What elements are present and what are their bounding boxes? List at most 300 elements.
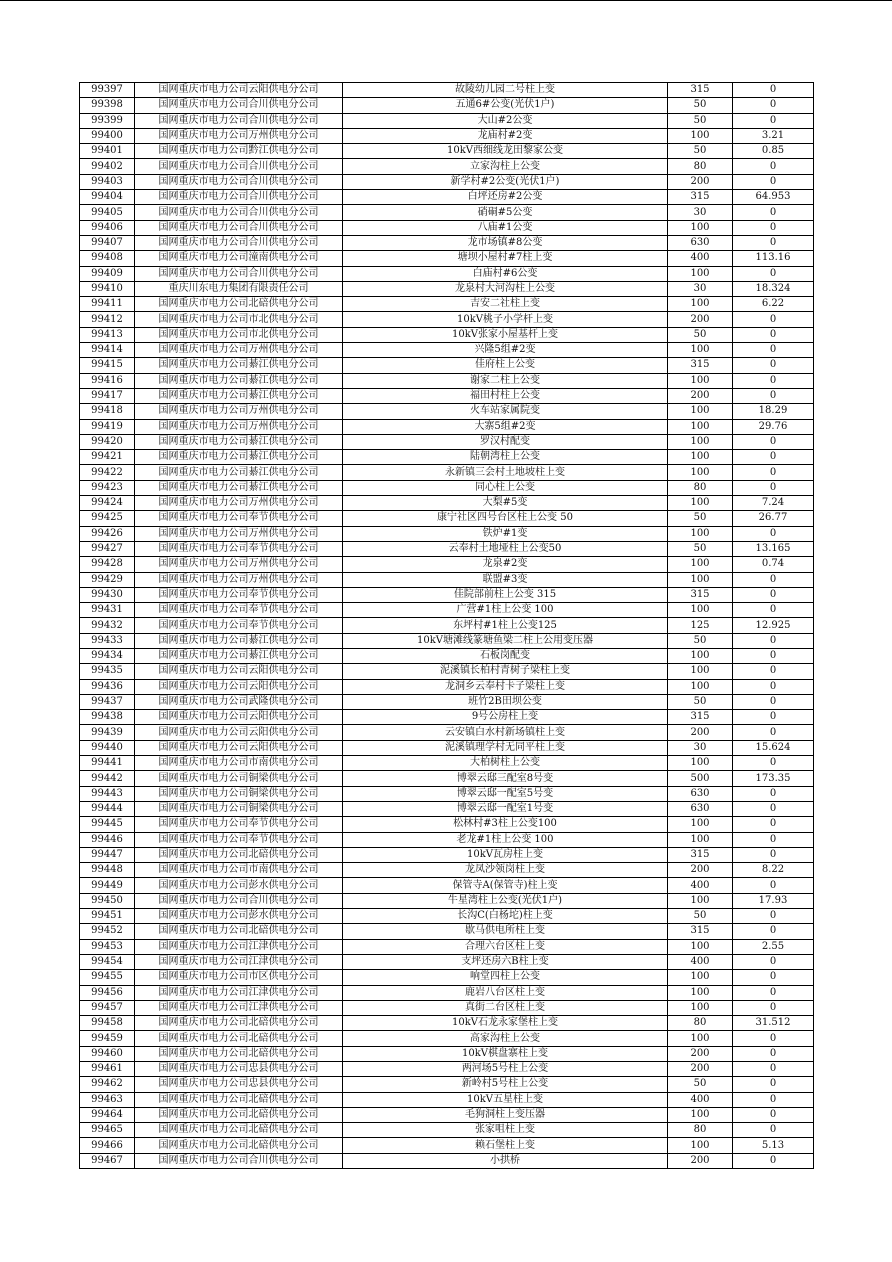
capacity-cell: 315: [668, 358, 733, 373]
capacity-cell: 630: [668, 235, 733, 250]
value-cell: 0: [733, 205, 814, 220]
transformer-name-cell: 支坪还房六B柱上变: [343, 954, 668, 969]
capacity-cell: 100: [668, 220, 733, 235]
capacity-cell: 200: [668, 312, 733, 327]
capacity-cell: 500: [668, 771, 733, 786]
table-row: [80, 83, 814, 98]
transformer-name-cell: 10kV瓦房柱上变: [343, 847, 668, 862]
row-id-cell: 99406: [80, 220, 135, 235]
row-id-cell: 99422: [80, 465, 135, 480]
capacity-cell: 315: [668, 710, 733, 725]
value-cell: 5.13: [733, 1138, 814, 1153]
value-cell: 0: [733, 1092, 814, 1107]
company-cell: 国网重庆市电力公司北碚供电分公司: [135, 1107, 343, 1122]
transformer-name-cell: 班竹2B田坝公变: [343, 694, 668, 709]
company-cell: 国网重庆市电力公司綦江供电分公司: [135, 434, 343, 449]
row-id-cell: 99444: [80, 801, 135, 816]
value-cell: 0: [733, 1046, 814, 1061]
table-row: [80, 817, 814, 832]
capacity-cell: 400: [668, 1092, 733, 1107]
transformer-name-cell: 泥溪镇长柏村青树子梁柱上变: [343, 664, 668, 679]
table-row: [80, 98, 814, 113]
transformer-name-cell: 9号公房柱上变: [343, 710, 668, 725]
row-id-cell: 99461: [80, 1062, 135, 1077]
company-cell: 国网重庆市电力公司奉节供电分公司: [135, 587, 343, 602]
company-cell: 国网重庆市电力公司万州供电分公司: [135, 343, 343, 358]
transformer-name-cell: 老龙#1柱上公变 100: [343, 832, 668, 847]
table-row: [80, 312, 814, 327]
value-cell: 0: [733, 603, 814, 618]
capacity-cell: 315: [668, 587, 733, 602]
company-cell: 国网重庆市电力公司市区供电分公司: [135, 970, 343, 985]
transformer-name-cell: 康宁社区四号台区柱上公变 50: [343, 511, 668, 526]
capacity-cell: 315: [668, 190, 733, 205]
row-id-cell: 99417: [80, 388, 135, 403]
table-row: [80, 1046, 814, 1061]
table-row: [80, 388, 814, 403]
transformer-name-cell: 龙市场镇#8公变: [343, 235, 668, 250]
company-cell: 国网重庆市电力公司合川供电分公司: [135, 220, 343, 235]
company-cell: 国网重庆市电力公司彭水供电分公司: [135, 878, 343, 893]
company-cell: 国网重庆市电力公司綦江供电分公司: [135, 465, 343, 480]
table-row: [80, 725, 814, 740]
table-row: [80, 1000, 814, 1015]
transformer-name-cell: 龙凤沙领岗柱上变: [343, 863, 668, 878]
transformer-name-cell: 10kV五星柱上变: [343, 1092, 668, 1107]
row-id-cell: 99428: [80, 557, 135, 572]
row-id-cell: 99457: [80, 1000, 135, 1015]
capacity-cell: 100: [668, 419, 733, 434]
value-cell: 0: [733, 434, 814, 449]
company-cell: 国网重庆市电力公司万州供电分公司: [135, 404, 343, 419]
capacity-cell: 200: [668, 1062, 733, 1077]
table-row: [80, 756, 814, 771]
value-cell: 0: [733, 924, 814, 939]
value-cell: 0: [733, 358, 814, 373]
row-id-cell: 99433: [80, 633, 135, 648]
company-cell: 国网重庆市电力公司合川供电分公司: [135, 1153, 343, 1168]
row-id-cell: 99434: [80, 648, 135, 663]
table-row: [80, 465, 814, 480]
value-cell: 8.22: [733, 863, 814, 878]
transformer-name-cell: 大山#2公变: [343, 113, 668, 128]
table-row: [80, 985, 814, 1000]
table-row: [80, 373, 814, 388]
company-cell: 国网重庆市电力公司云阳供电分公司: [135, 740, 343, 755]
transformer-name-cell: 长沟C(白杨坨)柱上变: [343, 909, 668, 924]
capacity-cell: 50: [668, 541, 733, 556]
transformer-name-cell: 博翠云邸三配室8号变: [343, 771, 668, 786]
company-cell: 国网重庆市电力公司市南供电分公司: [135, 756, 343, 771]
row-id-cell: 99418: [80, 404, 135, 419]
value-cell: 18.29: [733, 404, 814, 419]
transformer-name-cell: 故陵幼儿园二号柱上变: [343, 83, 668, 98]
value-cell: 0: [733, 159, 814, 174]
capacity-cell: 100: [668, 465, 733, 480]
table-row: [80, 863, 814, 878]
row-id-cell: 99414: [80, 343, 135, 358]
capacity-cell: 80: [668, 1123, 733, 1138]
table-row: [80, 220, 814, 235]
row-id-cell: 99421: [80, 450, 135, 465]
company-cell: 国网重庆市电力公司奉节供电分公司: [135, 511, 343, 526]
row-id-cell: 99436: [80, 679, 135, 694]
value-cell: 0: [733, 373, 814, 388]
capacity-cell: 200: [668, 1046, 733, 1061]
value-cell: 0: [733, 909, 814, 924]
table-row: [80, 159, 814, 174]
value-cell: 15.624: [733, 740, 814, 755]
transformer-name-cell: 10kV西细线龙田黎家公变: [343, 144, 668, 159]
row-id-cell: 99404: [80, 190, 135, 205]
value-cell: 0: [733, 725, 814, 740]
row-id-cell: 99453: [80, 939, 135, 954]
table-row: [80, 587, 814, 602]
row-id-cell: 99410: [80, 281, 135, 296]
value-cell: 0: [733, 970, 814, 985]
capacity-cell: 100: [668, 496, 733, 511]
transformer-name-cell: 塘坝小屋村#7柱上变: [343, 251, 668, 266]
table-row: [80, 633, 814, 648]
row-id-cell: 99407: [80, 235, 135, 250]
company-cell: 国网重庆市电力公司奉节供电分公司: [135, 832, 343, 847]
value-cell: 3.21: [733, 128, 814, 143]
capacity-cell: 630: [668, 786, 733, 801]
company-cell: 国网重庆市电力公司铜梁供电分公司: [135, 786, 343, 801]
transformer-name-cell: 大梨#5变: [343, 496, 668, 511]
capacity-cell: 400: [668, 954, 733, 969]
company-cell: 国网重庆市电力公司綦江供电分公司: [135, 648, 343, 663]
row-id-cell: 99438: [80, 710, 135, 725]
row-id-cell: 99446: [80, 832, 135, 847]
row-id-cell: 99427: [80, 541, 135, 556]
table-row: [80, 740, 814, 755]
transformer-name-cell: 龙泉#2变: [343, 557, 668, 572]
table-row: [80, 970, 814, 985]
value-cell: 0.74: [733, 557, 814, 572]
row-id-cell: 99441: [80, 756, 135, 771]
company-cell: 国网重庆市电力公司奉节供电分公司: [135, 817, 343, 832]
capacity-cell: 80: [668, 159, 733, 174]
value-cell: 6.22: [733, 297, 814, 312]
company-cell: 国网重庆市电力公司武隆供电分公司: [135, 694, 343, 709]
table-row: [80, 572, 814, 587]
value-cell: 0: [733, 1123, 814, 1138]
row-id-cell: 99405: [80, 205, 135, 220]
value-cell: 0: [733, 954, 814, 969]
transformer-name-cell: 陆朝湾柱上公变: [343, 450, 668, 465]
value-cell: 0: [733, 648, 814, 663]
transformer-name-cell: 毛狗洞柱上变压器: [343, 1107, 668, 1122]
capacity-cell: 200: [668, 725, 733, 740]
row-id-cell: 99460: [80, 1046, 135, 1061]
row-id-cell: 99403: [80, 174, 135, 189]
company-cell: 国网重庆市电力公司万州供电分公司: [135, 526, 343, 541]
row-id-cell: 99440: [80, 740, 135, 755]
transformer-name-cell: 小拱桥: [343, 1153, 668, 1168]
row-id-cell: 99456: [80, 985, 135, 1000]
transformer-name-cell: 赖石堡柱上变: [343, 1138, 668, 1153]
row-id-cell: 99402: [80, 159, 135, 174]
company-cell: 国网重庆市电力公司江津供电分公司: [135, 1000, 343, 1015]
company-cell: 国网重庆市电力公司合川供电分公司: [135, 190, 343, 205]
transformer-name-cell: 合理六台区柱上变: [343, 939, 668, 954]
capacity-cell: 100: [668, 832, 733, 847]
transformer-name-cell: 福田村柱上公变: [343, 388, 668, 403]
company-cell: 国网重庆市电力公司北碚供电分公司: [135, 297, 343, 312]
capacity-cell: 30: [668, 740, 733, 755]
table-row: [80, 1031, 814, 1046]
company-cell: 国网重庆市电力公司云阳供电分公司: [135, 83, 343, 98]
transformer-name-cell: 10kV塘滩线篆塘鱼梁二柱上公用变压器: [343, 633, 668, 648]
transformer-name-cell: 松林村#3柱上公变100: [343, 817, 668, 832]
table-row: [80, 893, 814, 908]
row-id-cell: 99459: [80, 1031, 135, 1046]
capacity-cell: 50: [668, 144, 733, 159]
transformer-name-cell: 新岭村5号柱上公变: [343, 1077, 668, 1092]
transformer-name-cell: 10kV石龙永家堡柱上变: [343, 1016, 668, 1031]
table-row: [80, 786, 814, 801]
table-row: [80, 603, 814, 618]
company-cell: 国网重庆市电力公司江津供电分公司: [135, 985, 343, 1000]
transformer-name-cell: 吉安二社柱上变: [343, 297, 668, 312]
capacity-cell: 100: [668, 985, 733, 1000]
capacity-cell: 400: [668, 878, 733, 893]
company-cell: 国网重庆市电力公司北碚供电分公司: [135, 1138, 343, 1153]
capacity-cell: 100: [668, 1000, 733, 1015]
capacity-cell: 100: [668, 404, 733, 419]
value-cell: 0: [733, 786, 814, 801]
row-id-cell: 99464: [80, 1107, 135, 1122]
capacity-cell: 100: [668, 648, 733, 663]
row-id-cell: 99426: [80, 526, 135, 541]
transformer-name-cell: 龙庙村#2变: [343, 128, 668, 143]
table-row: [80, 327, 814, 342]
row-id-cell: 99450: [80, 893, 135, 908]
transformer-name-cell: 兴隆5组#2变: [343, 343, 668, 358]
capacity-cell: 200: [668, 1153, 733, 1168]
table-row: [80, 266, 814, 281]
company-cell: 国网重庆市电力公司市北供电分公司: [135, 327, 343, 342]
value-cell: 113.16: [733, 251, 814, 266]
company-cell: 国网重庆市电力公司云阳供电分公司: [135, 710, 343, 725]
table-row: [80, 1092, 814, 1107]
company-cell: 国网重庆市电力公司万州供电分公司: [135, 557, 343, 572]
transformer-name-cell: 高家沟柱上公变: [343, 1031, 668, 1046]
row-id-cell: 99412: [80, 312, 135, 327]
row-id-cell: 99398: [80, 98, 135, 113]
capacity-cell: 100: [668, 557, 733, 572]
value-cell: 0: [733, 664, 814, 679]
value-cell: 0: [733, 83, 814, 98]
table-row: [80, 450, 814, 465]
table-row: [80, 526, 814, 541]
value-cell: 0: [733, 985, 814, 1000]
table-row: [80, 771, 814, 786]
table-row: [80, 710, 814, 725]
transformer-name-cell: 响堂四柱上公变: [343, 970, 668, 985]
row-id-cell: 99439: [80, 725, 135, 740]
value-cell: 0: [733, 388, 814, 403]
value-cell: 0: [733, 1062, 814, 1077]
capacity-cell: 100: [668, 893, 733, 908]
value-cell: 0: [733, 710, 814, 725]
table-row: [80, 909, 814, 924]
table-row: [80, 144, 814, 159]
row-id-cell: 99399: [80, 113, 135, 128]
table-row: [80, 679, 814, 694]
company-cell: 国网重庆市电力公司北碚供电分公司: [135, 1123, 343, 1138]
transformer-name-cell: 白庙村#6公变: [343, 266, 668, 281]
company-cell: 国网重庆市电力公司江津供电分公司: [135, 954, 343, 969]
row-id-cell: 99431: [80, 603, 135, 618]
table-row: [80, 251, 814, 266]
company-cell: 国网重庆市电力公司奉节供电分公司: [135, 603, 343, 618]
table-row: [80, 648, 814, 663]
transformer-name-cell: 两河场5号柱上公变: [343, 1062, 668, 1077]
value-cell: 173.35: [733, 771, 814, 786]
company-cell: 国网重庆市电力公司奉节供电分公司: [135, 618, 343, 633]
table-body: [80, 83, 814, 1169]
row-id-cell: 99467: [80, 1153, 135, 1168]
value-cell: 0: [733, 633, 814, 648]
value-cell: 0: [733, 847, 814, 862]
table-row: [80, 113, 814, 128]
company-cell: 国网重庆市电力公司潼南供电分公司: [135, 251, 343, 266]
value-cell: 0: [733, 756, 814, 771]
row-id-cell: 99432: [80, 618, 135, 633]
transformer-name-cell: 谢家二柱上公变: [343, 373, 668, 388]
company-cell: 国网重庆市电力公司綦江供电分公司: [135, 388, 343, 403]
value-cell: 0: [733, 878, 814, 893]
row-id-cell: 99415: [80, 358, 135, 373]
transformer-name-cell: 鹿岩八台区柱上变: [343, 985, 668, 1000]
value-cell: 0: [733, 1077, 814, 1092]
table-row: [80, 297, 814, 312]
row-id-cell: 99466: [80, 1138, 135, 1153]
company-cell: 国网重庆市电力公司綦江供电分公司: [135, 373, 343, 388]
company-cell: 国网重庆市电力公司忠县供电分公司: [135, 1062, 343, 1077]
table-row: [80, 832, 814, 847]
row-id-cell: 99437: [80, 694, 135, 709]
table-row: [80, 939, 814, 954]
row-id-cell: 99448: [80, 863, 135, 878]
transformer-name-cell: 真街二台区柱上变: [343, 1000, 668, 1015]
transformer-name-cell: 联盟#3变: [343, 572, 668, 587]
value-cell: 7.24: [733, 496, 814, 511]
value-cell: 0: [733, 343, 814, 358]
value-cell: 13.165: [733, 541, 814, 556]
table-row: [80, 419, 814, 434]
transformer-name-cell: 10kV桃子小学杆上变: [343, 312, 668, 327]
table-row: [80, 924, 814, 939]
value-cell: 0: [733, 312, 814, 327]
value-cell: 0: [733, 465, 814, 480]
company-cell: 国网重庆市电力公司北碚供电分公司: [135, 1092, 343, 1107]
value-cell: 12.925: [733, 618, 814, 633]
company-cell: 国网重庆市电力公司合川供电分公司: [135, 266, 343, 281]
table-row: [80, 878, 814, 893]
table-row: [80, 1153, 814, 1168]
transformer-name-cell: 永新镇三会村土地坡柱上变: [343, 465, 668, 480]
company-cell: 国网重庆市电力公司彭水供电分公司: [135, 909, 343, 924]
table-row: [80, 174, 814, 189]
company-cell: 国网重庆市电力公司綦江供电分公司: [135, 633, 343, 648]
capacity-cell: 30: [668, 205, 733, 220]
page-top-rule: [0, 0, 892, 1]
company-cell: 国网重庆市电力公司市北供电分公司: [135, 312, 343, 327]
transformer-name-cell: 博翠云邸一配室5号变: [343, 786, 668, 801]
row-id-cell: 99458: [80, 1016, 135, 1031]
table-row: [80, 954, 814, 969]
capacity-cell: 80: [668, 480, 733, 495]
capacity-cell: 30: [668, 281, 733, 296]
company-cell: 国网重庆市电力公司北碚供电分公司: [135, 1031, 343, 1046]
table-row: [80, 496, 814, 511]
transformer-name-cell: 龙泉村大河沟柱上公变: [343, 281, 668, 296]
company-cell: 国网重庆市电力公司北碚供电分公司: [135, 1046, 343, 1061]
value-cell: 0: [733, 694, 814, 709]
value-cell: 2.55: [733, 939, 814, 954]
table-row: [80, 847, 814, 862]
value-cell: 0: [733, 817, 814, 832]
capacity-cell: 80: [668, 1016, 733, 1031]
table-row: [80, 281, 814, 296]
value-cell: 0: [733, 235, 814, 250]
row-id-cell: 99416: [80, 373, 135, 388]
capacity-cell: 100: [668, 1138, 733, 1153]
value-cell: 0.85: [733, 144, 814, 159]
company-cell: 国网重庆市电力公司北碚供电分公司: [135, 924, 343, 939]
value-cell: 26.77: [733, 511, 814, 526]
company-cell: 国网重庆市电力公司綦江供电分公司: [135, 480, 343, 495]
transformer-name-cell: 歇马供电所柱上变: [343, 924, 668, 939]
capacity-cell: 200: [668, 863, 733, 878]
capacity-cell: 315: [668, 847, 733, 862]
table-row: [80, 358, 814, 373]
capacity-cell: 100: [668, 343, 733, 358]
transformer-name-cell: 硝硐#5公变: [343, 205, 668, 220]
capacity-cell: 50: [668, 511, 733, 526]
company-cell: 国网重庆市电力公司万州供电分公司: [135, 419, 343, 434]
table-row: [80, 404, 814, 419]
company-cell: 国网重庆市电力公司合川供电分公司: [135, 98, 343, 113]
table-row: [80, 343, 814, 358]
capacity-cell: 630: [668, 801, 733, 816]
value-cell: 0: [733, 450, 814, 465]
company-cell: 国网重庆市电力公司合川供电分公司: [135, 113, 343, 128]
value-cell: 0: [733, 1107, 814, 1122]
transformer-name-cell: 博翠云邸一配室1号变: [343, 801, 668, 816]
capacity-cell: 200: [668, 174, 733, 189]
transformer-name-cell: 泥溪镇理学村无同平柱上变: [343, 740, 668, 755]
capacity-cell: 100: [668, 939, 733, 954]
row-id-cell: 99419: [80, 419, 135, 434]
capacity-cell: 50: [668, 909, 733, 924]
capacity-cell: 100: [668, 297, 733, 312]
transformer-name-cell: 八庙#1公变: [343, 220, 668, 235]
table-row: [80, 235, 814, 250]
row-id-cell: 99424: [80, 496, 135, 511]
table-row: [80, 1077, 814, 1092]
company-cell: 国网重庆市电力公司北碚供电分公司: [135, 847, 343, 862]
transformer-name-cell: 立家沟柱上公变: [343, 159, 668, 174]
company-cell: 国网重庆市电力公司万州供电分公司: [135, 572, 343, 587]
row-id-cell: 99443: [80, 786, 135, 801]
row-id-cell: 99430: [80, 587, 135, 602]
capacity-cell: 100: [668, 756, 733, 771]
company-cell: 国网重庆市电力公司万州供电分公司: [135, 496, 343, 511]
